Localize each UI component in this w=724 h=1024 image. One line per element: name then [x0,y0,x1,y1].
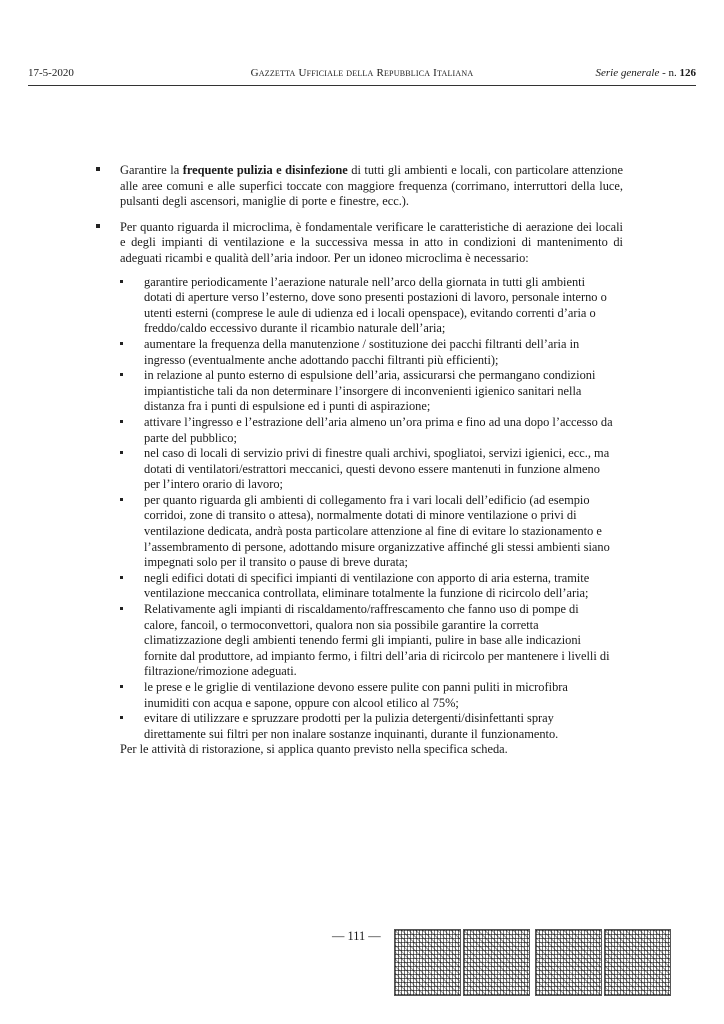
datamatrix-code-icon [535,929,602,996]
list-item [96,368,623,415]
small-square-bullet-icon [120,451,123,454]
square-bullet-icon [96,167,100,171]
list-item [96,275,623,337]
small-square-bullet-icon [120,420,123,423]
header-rule [28,85,696,86]
bullet-cleaning [96,163,623,210]
header-date: 17-5-2020 [28,67,74,79]
list-item [96,602,623,680]
series-number: 126 [679,67,696,79]
small-square-bullet-icon [120,498,123,501]
list-item-text: attivare l’ingresso e l’estrazione dell’aria almeno un’ora prima e fino ad una dopo l’accesso da parte del pubblico; [144,414,613,445]
list-item-text: negli edifici dotati di specifici impianti di ventilazione con apporto di aria esterna, tramite ventilazione meccanica controllata, eliminare totalmente la funzione di ricircolo dell’aria; [144,570,590,601]
list-item [96,415,623,446]
list-item [96,711,623,742]
list-item-text: aumentare la frequenza della manutenzione / sostituzione dei pacchi filtranti dell’aria in ingresso (eventualmente anche adottando pacchi filtranti più efficienti); [144,336,580,367]
list-item-text: le prese e le griglie di ventilazione devono essere pulite con panni puliti in microfibra inumiditi con acqua e sapone, oppure con alcool etilico al 75%; [144,680,568,710]
datamatrix-code-icon [604,929,671,996]
list-item-text: evitare di utilizzare e spruzzare prodotti per la pulizia detergenti/disinfettanti spray direttamente sui filtri per non inalare sostanze inquinanti, durante il funzionamento. [144,711,559,741]
list-item-text: garantire periodicamente l’aerazione naturale nell’arco della giornata in tutti gli ambienti dotati di aperture verso l’esterno, dove sono presenti postazioni di lavoro, personale interno o utenti esterni (comprese le aule di udienza ed i locali openspace), evitando correnti d’aria o freddo/caldo eccessivo durante il ricambio naturale dell’aria; [144,274,607,336]
list-item-text: nel caso di locali di servizio privi di finestre quali archivi, spogliatoi, servizi igienici, ecc., ma dotati di ventilatori/estrattori meccanici, questi devono essere mantenuti in funzione almeno per l’intero orario di lavoro; [144,446,610,492]
list-item-text: per quanto riguarda gli ambienti di collegamento fra i vari locali dell’edificio (ad esempio corridoi, zone di transito o attesa), normalmente dotati di minore ventilazione o privi di ventilazione dedicata, andrà posta particolare attenzione al fine di evitare lo stazionamento e l’assembramento di persone, adottando misure organizzative affinché gli stessi ambienti siano impegnati solo per il transito o pause di breve durata; [144,492,610,570]
list-item [96,680,623,711]
list-item-text: in relazione al punto esterno di espulsione dell’aria, assicurarsi che permangano condizioni impiantistiche tali da non determinare l’insorgere di inconvenienti igienico sanitari nella distanza fra i punti di espulsione ed i punti di aspirazione; [144,368,596,414]
list-item [96,493,623,571]
closing-paragraph: Per le attività di ristorazione, si applica quanto previsto nella specifica scheda. [120,742,508,757]
document-body [96,163,623,758]
small-square-bullet-icon [120,342,123,345]
list-item [96,337,623,368]
square-bullet-icon [96,224,100,228]
datamatrix-code-icon [394,929,461,996]
header-title: Gazzetta Ufficiale della Repubblica Italiana [250,67,474,79]
list-item-text: Relativamente agli impianti di riscaldamento/raffrescamento che fanno uso di pompe di calore, fancoil, o termoconvettori, qualora non sia possibile garantire la corretta climatizzazione degli ambienti tenendo fermi gli impianti, pulire in base alle indicazioni fornite dal produttore, ad impianto fermo, i filtri dell’aria di ricircolo per mantenere i livelli di filtrazione/rimozione adeguati. [144,602,610,679]
bullet-cleaning-pre: Garantire la [120,163,183,177]
datamatrix-code-icon [463,929,530,996]
header-series [595,67,696,79]
list-item [96,571,623,602]
small-square-bullet-icon [120,373,123,376]
list-item [96,446,623,493]
bullet-cleaning-bold: frequente pulizia e disinfezione [182,163,348,177]
bullet-microclimate [96,220,623,267]
page-number: — 111 — [332,929,381,943]
small-square-bullet-icon [120,280,123,283]
small-square-bullet-icon [120,685,123,688]
series-separator: - n. [659,67,680,79]
bullet-cleaning-post: di tutti gli ambienti e locali, con particolare attenzione alle aree comuni e alle superfici toccate con maggiore frequenza (corrimano, interruttori della luce, pulsanti degli ascensori, maniglie di porte e finestre, ecc.). [120,163,624,209]
page-header [28,67,696,85]
bullet-microclimate-text: Per quanto riguarda il microclima, è fondamentale verificare le caratteristiche di aerazione dei locali e degli impianti di ventilazione e la successiva messa in atto in condizioni di mantenimento di adeguati ricambi e qualità dell’aria indoor. Per un idoneo microclima è necessario: [120,219,623,265]
microclimate-list [96,275,623,743]
small-square-bullet-icon [120,576,123,579]
small-square-bullet-icon [120,716,123,719]
series-label: Serie generale [595,67,660,79]
small-square-bullet-icon [120,607,123,610]
